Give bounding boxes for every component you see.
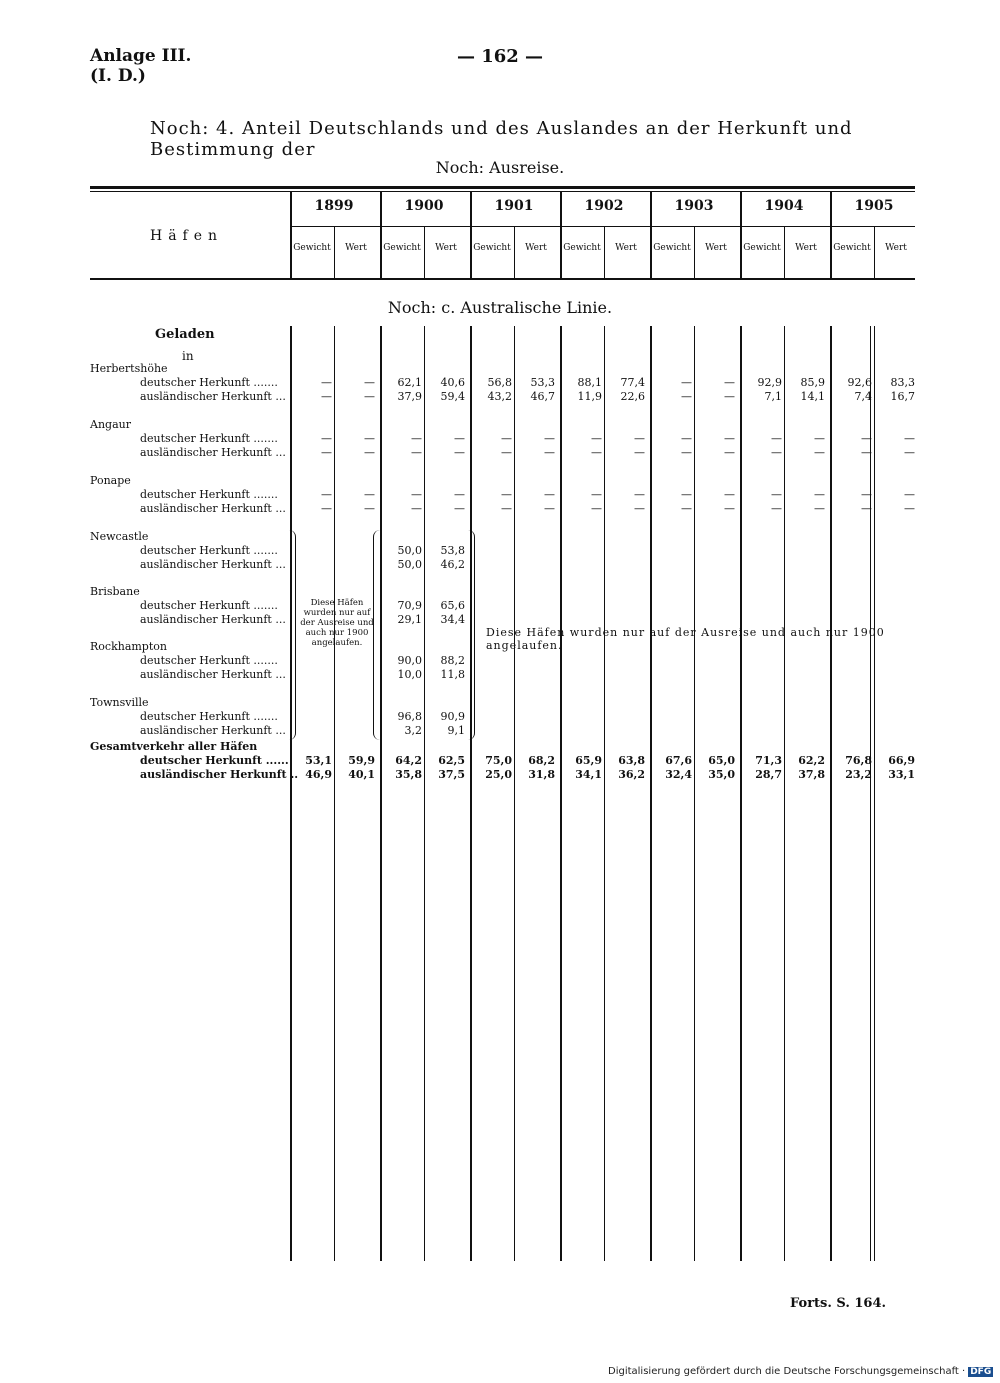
table-cell: 9,1 (447, 724, 465, 737)
total-label-deutscher: deutscher Herkunft ...... (140, 754, 289, 767)
right-divider (870, 326, 871, 1261)
table-cell: — (454, 432, 465, 445)
table-cell: — (861, 432, 872, 445)
table-cell: — (454, 446, 465, 459)
table-cell: 16,7 (890, 390, 915, 403)
table-cell: 37,5 (438, 768, 465, 781)
table-cell: — (904, 502, 915, 515)
table-cell: 3,2 (404, 724, 422, 737)
total-label-auslaendischer: ausländischer Herkunft .. (140, 768, 299, 781)
table-cell: — (454, 488, 465, 501)
gewicht-header: Gewicht (473, 243, 511, 253)
table-cell: 37,9 (397, 390, 422, 403)
value-divider-body (514, 326, 515, 1261)
year-header-1899: 1899 (314, 198, 354, 214)
row-label-auslaendischer: ausländischer Herkunft ... (140, 613, 286, 626)
year-header-1904: 1904 (764, 198, 804, 214)
table-cell: — (364, 446, 375, 459)
value-divider-header (784, 227, 785, 279)
row-label-auslaendischer: ausländischer Herkunft ... (140, 446, 286, 459)
wert-header: Wert (435, 243, 457, 253)
table-cell: — (681, 502, 692, 515)
in-label: in (182, 349, 194, 363)
table-cell: — (321, 488, 332, 501)
note-1901-1905: Diese Häfen wurden nur auf der Ausreise und auch nur 1900 angelaufen. (486, 626, 885, 652)
port-name: Rockhampton (90, 640, 167, 653)
table-cell: — (681, 390, 692, 403)
table-cell: 7,4 (854, 390, 872, 403)
year-header-1900: 1900 (404, 198, 444, 214)
value-divider-body (334, 326, 335, 1261)
table-cell: — (724, 432, 735, 445)
table-cell: 90,0 (397, 654, 422, 667)
table-cell: — (364, 488, 375, 501)
value-divider-header (424, 227, 425, 279)
appendix-label (90, 46, 191, 86)
table-cell: 34,4 (440, 613, 465, 626)
table-cell: 59,9 (348, 754, 375, 767)
table-cell: — (904, 446, 915, 459)
value-divider-header (874, 227, 875, 279)
table-cell: 50,0 (397, 544, 422, 557)
table-cell: 10,0 (397, 668, 422, 681)
table-cell: — (634, 488, 645, 501)
table-cell: 62,5 (438, 754, 465, 767)
table-cell: — (364, 502, 375, 515)
value-divider-header (334, 227, 335, 279)
table-cell: 23,2 (845, 768, 872, 781)
value-divider-body (694, 326, 695, 1261)
table-cell: — (411, 432, 422, 445)
table-cell: — (544, 446, 555, 459)
table-cell: — (634, 432, 645, 445)
table-cell: — (364, 432, 375, 445)
value-divider-body (604, 326, 605, 1261)
row-label-auslaendischer: ausländischer Herkunft ... (140, 502, 286, 515)
row-label-auslaendischer: ausländischer Herkunft ... (140, 668, 286, 681)
total-label: Gesamtverkehr aller Häfen (90, 740, 258, 753)
table-cell: 7,1 (764, 390, 782, 403)
page-title: Noch: 4. Anteil Deutschlands und des Auslandes an der Herkunft und Bestimmung der (150, 118, 853, 160)
year-border-body (740, 326, 742, 1261)
table-cell: 11,9 (577, 390, 602, 403)
brace-1901 (468, 530, 475, 740)
brace-left-1899 (289, 530, 296, 740)
wert-header: Wert (525, 243, 547, 253)
table-cell: 68,2 (528, 754, 555, 767)
table-cell: — (364, 376, 375, 389)
table-cell: 65,0 (708, 754, 735, 767)
year-header-1901: 1901 (494, 198, 534, 214)
anlage-sub: (I. D.) (90, 66, 146, 86)
table-cell: — (724, 446, 735, 459)
table-cell: — (724, 376, 735, 389)
table-cell: — (861, 488, 872, 501)
table-cell: — (634, 446, 645, 459)
table-top-rule (90, 186, 915, 189)
table-cell: 31,8 (528, 768, 555, 781)
table-cell: — (814, 502, 825, 515)
gewicht-header: Gewicht (743, 243, 781, 253)
table-cell: 46,2 (440, 558, 465, 571)
table-cell: — (771, 446, 782, 459)
table-cell: — (724, 488, 735, 501)
table-cell: — (904, 432, 915, 445)
table-cell: 67,6 (665, 754, 692, 767)
table-cell: — (591, 488, 602, 501)
port-name: Ponape (90, 474, 131, 487)
header-bottom-rule (90, 278, 915, 280)
port-name: Angaur (90, 418, 131, 431)
table-cell: 53,3 (530, 376, 555, 389)
table-cell: 53,1 (305, 754, 332, 767)
gewicht-header: Gewicht (293, 243, 331, 253)
year-border-body (380, 326, 382, 1261)
table-cell: 96,8 (397, 710, 422, 723)
table-cell: 65,9 (575, 754, 602, 767)
table-cell: 53,8 (440, 544, 465, 557)
footer-credit (608, 1366, 993, 1377)
row-label-deutscher: deutscher Herkunft ....... (140, 432, 278, 445)
table-cell: 83,3 (890, 376, 915, 389)
table-cell: — (861, 502, 872, 515)
table-top-rule-thin (90, 191, 915, 192)
value-divider-body (424, 326, 425, 1261)
table-cell: — (411, 488, 422, 501)
table-cell: 63,8 (618, 754, 645, 767)
year-border-body (290, 326, 292, 1261)
row-label-auslaendischer: ausländischer Herkunft ... (140, 724, 286, 737)
year-border-body (830, 326, 832, 1261)
table-cell: — (681, 432, 692, 445)
wert-header: Wert (795, 243, 817, 253)
table-cell: 11,8 (440, 668, 465, 681)
table-cell: 36,2 (618, 768, 645, 781)
gewicht-header: Gewicht (833, 243, 871, 253)
table-cell: — (904, 488, 915, 501)
table-cell: 32,4 (665, 768, 692, 781)
gewicht-header: Gewicht (383, 243, 421, 253)
continuation-note: Forts. S. 164. (790, 1296, 887, 1311)
year-header-1902: 1902 (584, 198, 624, 214)
table-cell: 22,6 (620, 390, 645, 403)
row-label-deutscher: deutscher Herkunft ....... (140, 544, 278, 557)
year-divider-rule (290, 226, 915, 227)
year-header-1903: 1903 (674, 198, 714, 214)
table-cell: — (321, 432, 332, 445)
geladen-label: Geladen (155, 327, 215, 342)
table-cell: 77,4 (620, 376, 645, 389)
value-divider-body (874, 326, 875, 1261)
wert-header: Wert (345, 243, 367, 253)
table-cell: 64,2 (395, 754, 422, 767)
wert-header: Wert (705, 243, 727, 253)
table-cell: — (321, 502, 332, 515)
dfg-logo-icon: DFG (970, 1367, 992, 1377)
table-cell: 25,0 (485, 768, 512, 781)
table-cell: 40,1 (348, 768, 375, 781)
row-label-deutscher: deutscher Herkunft ....... (140, 599, 278, 612)
table-cell: — (501, 488, 512, 501)
table-cell: 92,6 (847, 376, 872, 389)
value-divider-header (604, 227, 605, 279)
table-cell: — (411, 446, 422, 459)
port-name: Newcastle (90, 530, 149, 543)
table-cell: — (861, 446, 872, 459)
table-cell: — (724, 390, 735, 403)
port-name: Brisbane (90, 585, 140, 598)
port-name: Townsville (90, 696, 149, 709)
table-cell: — (454, 502, 465, 515)
table-cell: — (681, 488, 692, 501)
table-cell: 28,7 (755, 768, 782, 781)
value-divider-body (784, 326, 785, 1261)
anlage-text: Anlage III. (90, 46, 192, 66)
table-cell: — (681, 446, 692, 459)
table-cell: — (591, 502, 602, 515)
table-cell: — (501, 502, 512, 515)
row-label-deutscher: deutscher Herkunft ....... (140, 654, 278, 667)
row-label-deutscher: deutscher Herkunft ....... (140, 488, 278, 501)
wert-header: Wert (615, 243, 637, 253)
note-1899: Diese Häfen wurden nur auf der Ausreise und auch nur 1900 angelaufen. (300, 598, 374, 648)
year-border-body (470, 326, 472, 1261)
table-cell: 70,9 (397, 599, 422, 612)
table-cell: 56,8 (487, 376, 512, 389)
value-divider-header (514, 227, 515, 279)
table-cell: — (634, 502, 645, 515)
year-border-body (650, 326, 652, 1261)
port-name: Herbertshöhe (90, 362, 168, 375)
table-cell: — (321, 390, 332, 403)
table-cell: 14,1 (800, 390, 825, 403)
table-cell: — (814, 446, 825, 459)
row-label-deutscher: deutscher Herkunft ....... (140, 376, 278, 389)
table-cell: — (771, 488, 782, 501)
gewicht-header: Gewicht (563, 243, 601, 253)
table-cell: 76,8 (845, 754, 872, 767)
table-cell: 46,9 (305, 768, 332, 781)
table-cell: — (501, 446, 512, 459)
table-cell: — (591, 446, 602, 459)
section-title: Noch: c. Australische Linie. (387, 298, 613, 317)
haefen-header: Häfen (150, 228, 224, 244)
table-cell: 65,6 (440, 599, 465, 612)
table-cell: — (814, 432, 825, 445)
row-label-auslaendischer: ausländischer Herkunft ... (140, 390, 286, 403)
table-cell: 92,9 (757, 376, 782, 389)
value-divider-header (694, 227, 695, 279)
table-cell: 85,9 (800, 376, 825, 389)
table-cell: — (364, 390, 375, 403)
page-subtitle: Noch: Ausreise. (435, 158, 565, 177)
table-cell: — (544, 432, 555, 445)
table-cell: 46,7 (530, 390, 555, 403)
table-cell: 90,9 (440, 710, 465, 723)
table-cell: 71,3 (755, 754, 782, 767)
page-number: — 162 — (456, 46, 544, 67)
table-cell: 62,2 (798, 754, 825, 767)
table-cell: — (501, 432, 512, 445)
table-cell: 66,9 (888, 754, 915, 767)
table-cell: 34,1 (575, 768, 602, 781)
table-cell: 40,6 (440, 376, 465, 389)
table-cell: 62,1 (397, 376, 422, 389)
table-cell: — (321, 446, 332, 459)
table-cell: — (591, 432, 602, 445)
table-cell: — (771, 432, 782, 445)
table-cell: — (411, 502, 422, 515)
table-cell: 37,8 (798, 768, 825, 781)
table-cell: 88,1 (577, 376, 602, 389)
table-cell: — (544, 488, 555, 501)
table-cell: — (814, 488, 825, 501)
year-border-body (560, 326, 562, 1261)
table-cell: — (544, 502, 555, 515)
footer-text: Digitalisierung gefördert durch die Deutsche Forschungsgemeinschaft · (608, 1366, 966, 1377)
wert-header: Wert (885, 243, 907, 253)
table-cell: 33,1 (888, 768, 915, 781)
row-label-deutscher: deutscher Herkunft ....... (140, 710, 278, 723)
table-cell: 35,0 (708, 768, 735, 781)
table-cell: 43,2 (487, 390, 512, 403)
table-cell: 59,4 (440, 390, 465, 403)
table-cell: 75,0 (485, 754, 512, 767)
table-cell: 88,2 (440, 654, 465, 667)
table-cell: 50,0 (397, 558, 422, 571)
table-cell: — (771, 502, 782, 515)
table-cell: — (321, 376, 332, 389)
table-cell: — (681, 376, 692, 389)
table-cell: 29,1 (397, 613, 422, 626)
year-header-1905: 1905 (854, 198, 894, 214)
table-cell: — (724, 502, 735, 515)
table-cell: 35,8 (395, 768, 422, 781)
gewicht-header: Gewicht (653, 243, 691, 253)
row-label-auslaendischer: ausländischer Herkunft ... (140, 558, 286, 571)
